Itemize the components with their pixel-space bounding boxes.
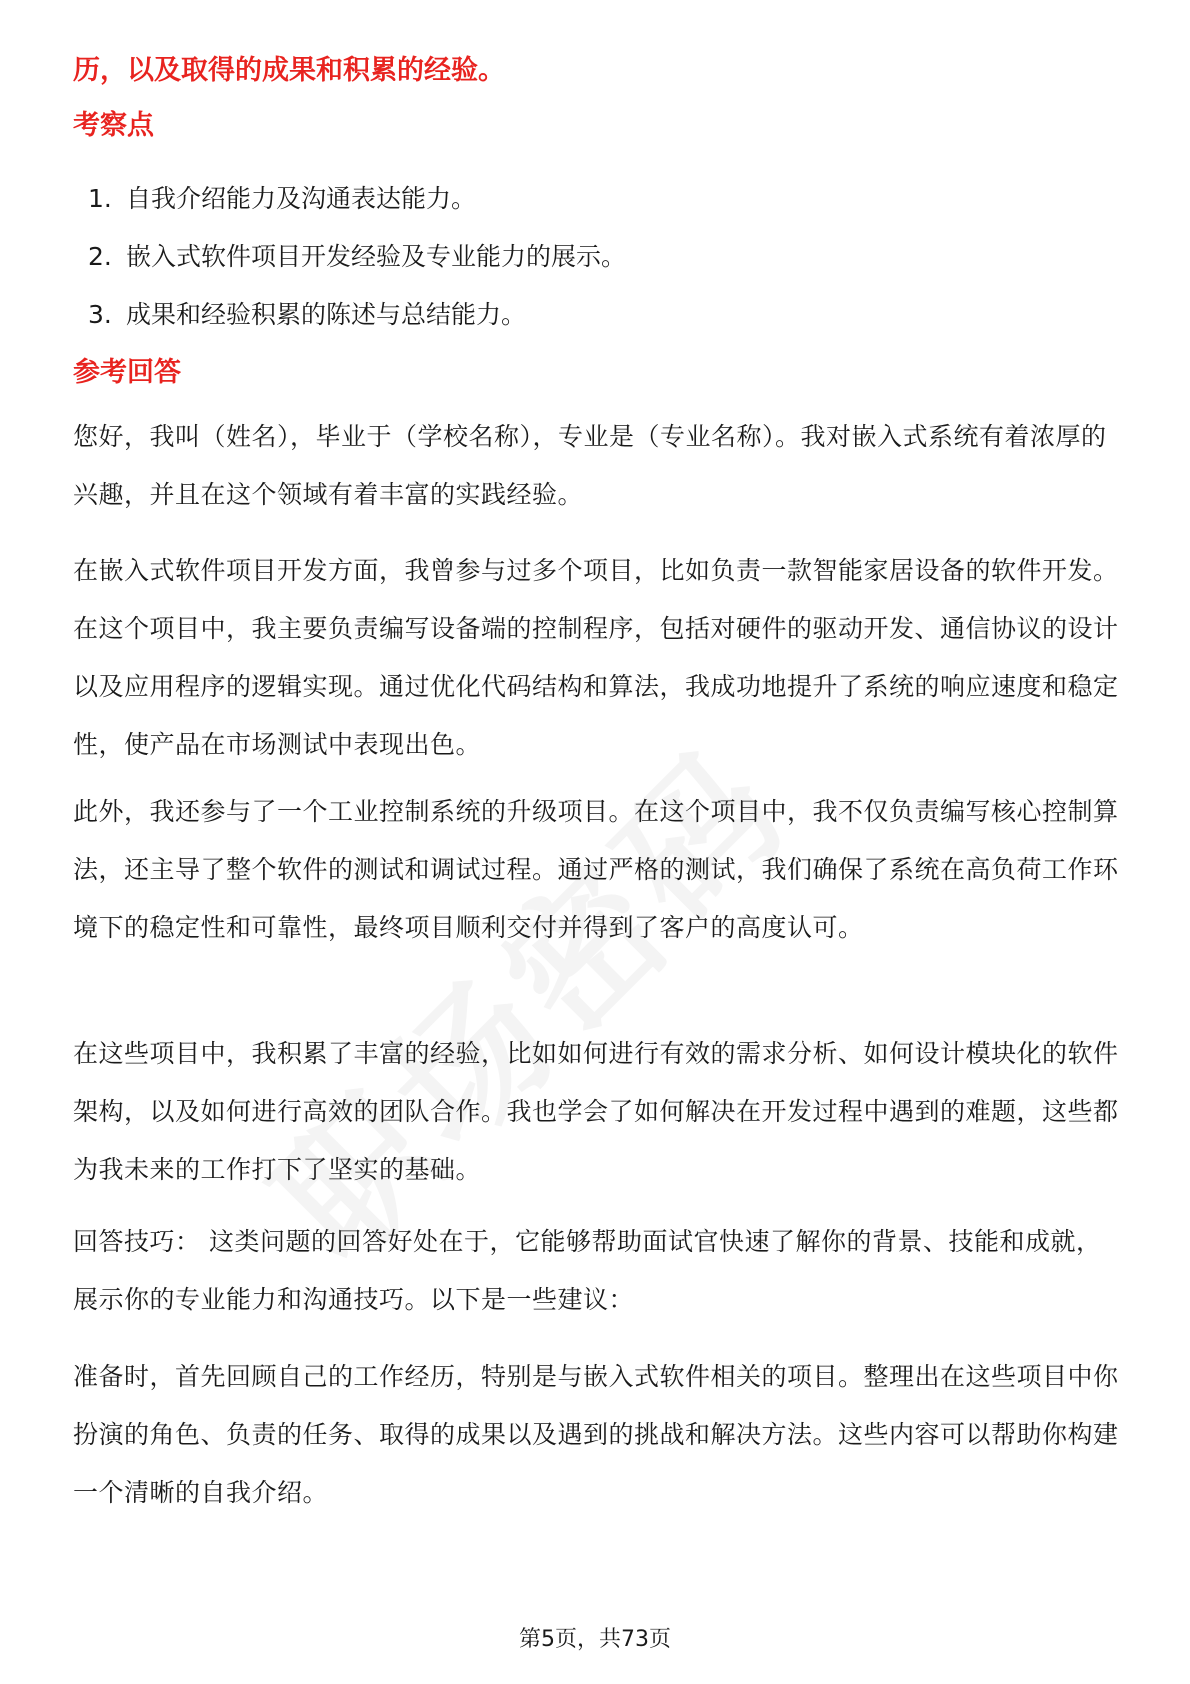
paragraph: 您好，我叫（姓名），毕业于（学校名称），专业是（专业名称）。我对嵌入式系统有着浓厚的兴趣，并且在这个领域有着丰富的实践经验。 xyxy=(73,422,1107,509)
paragraph: 此外，我还参与了一个工业控制系统的升级项目。在这个项目中，我不仅负责编写核心控制算法，还主导了整个软件的测试和调试过程。通过严格的测试，我们确保了系统在高负荷工作环境下的稳定性和可靠性，最终项目顺利交付并得到了客户的高度认可。 xyxy=(73,797,1119,942)
paragraph: 准备时，首先回顾自己的工作经历，特别是与嵌入式软件相关的项目。整理出在这些项目中你扮演的角色、负责的任务、取得的成果以及遇到的挑战和解决方法。这些内容可以帮助你构建一个清晰的自我介绍。 xyxy=(73,1362,1119,1507)
paragraph: 回答技巧： 这类问题的回答好处在于，它能够帮助面试官快速了解你的背景、技能和成就，展示你的专业能力和沟通技巧。以下是一些建议： xyxy=(73,1227,1102,1314)
paragraph: 在嵌入式软件项目开发方面，我曾参与过多个项目，比如负责一款智能家居设备的软件开发。在这个项目中，我主要负责编写设备端的控制程序，包括对硬件的驱动开发、通信协议的设计以及应用程序的逻辑实现。通过优化代码结构和算法，我成功地提升了系统的响应速度和稳定性，使产品在市场测试中表现出色。 xyxy=(73,556,1119,759)
list-item: 2. 嵌入式软件项目开发经验及专业能力的展示。 xyxy=(88,242,627,271)
section-title-answer: 参考回答 xyxy=(73,357,181,388)
points-list xyxy=(88,178,626,352)
lead-text: 历，以及取得的成果和积累的经验。 xyxy=(73,55,505,86)
paragraph: 在这些项目中，我积累了丰富的经验，比如如何进行有效的需求分析、如何设计模块化的软件架构，以及如何进行高效的团队合作。我也学会了如何解决在开发过程中遇到的难题，这些都为我未来的工作打下了坚实的基础。 xyxy=(73,1039,1119,1184)
list-item: 1. 自我介绍能力及沟通表达能力。 xyxy=(88,184,477,213)
list-item: 3. 成果和经验积累的陈述与总结能力。 xyxy=(88,300,527,329)
section-title-points: 考察点 xyxy=(73,110,154,141)
page-number: 第5页，共73页 xyxy=(519,1627,671,1652)
